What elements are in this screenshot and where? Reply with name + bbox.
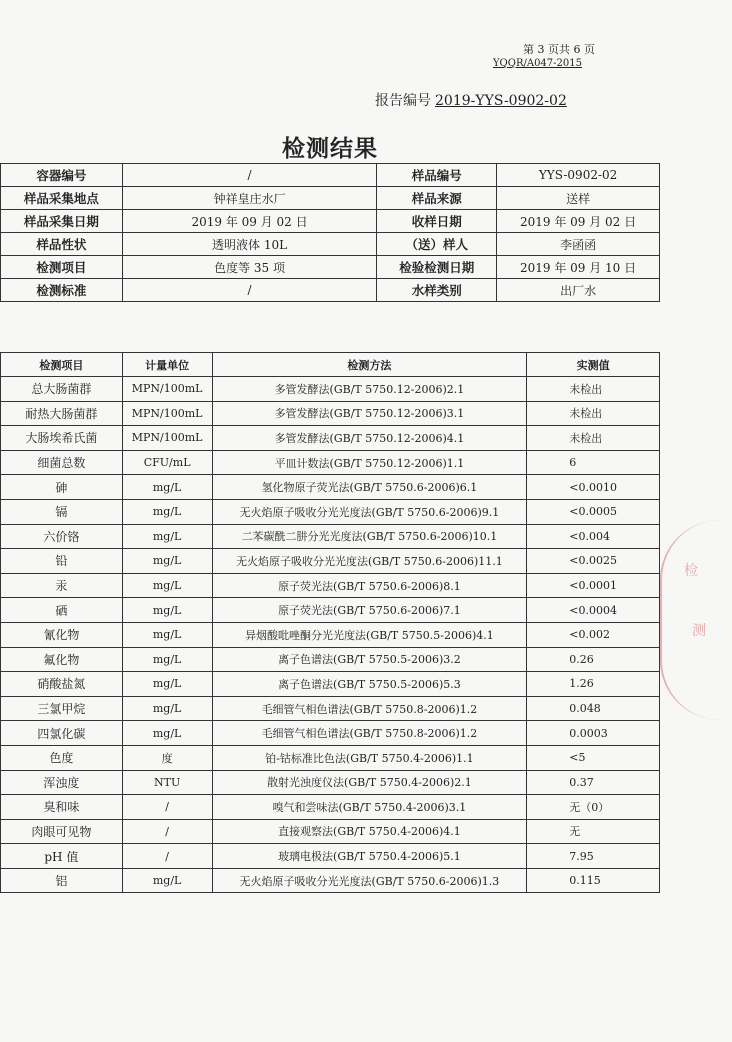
result-method: 无火焰原子吸收分光光度法(GB/T 5750.6-2006)11.1 [212, 549, 527, 574]
table-row [1, 499, 660, 524]
info-row [1, 233, 660, 256]
result-value: <0.004 [527, 524, 660, 549]
table-row [1, 549, 660, 574]
result-item: 铅 [1, 549, 123, 574]
result-value: 未检出 [527, 401, 660, 426]
result-unit: mg/L [122, 524, 212, 549]
sample-info-table [0, 163, 660, 302]
table-row [1, 672, 660, 697]
result-method: 铂-钴标准比色法(GB/T 5750.4-2006)1.1 [212, 745, 527, 770]
result-unit: mg/L [122, 549, 212, 574]
info-label: 检测标准 [1, 279, 123, 302]
info-value: YYS-0902-02 [497, 164, 660, 187]
result-value: 0.0003 [527, 721, 660, 746]
info-row [1, 187, 660, 210]
table-row [1, 426, 660, 451]
result-item: 汞 [1, 573, 123, 598]
result-method: 异烟酸吡唑酮分光光度法(GB/T 5750.5-2006)4.1 [212, 622, 527, 647]
info-value: 2019 年 09 月 10 日 [497, 256, 660, 279]
result-method: 玻璃电极法(GB/T 5750.4-2006)5.1 [212, 844, 527, 869]
table-row [1, 770, 660, 795]
info-row [1, 210, 660, 233]
result-method: 原子荧光法(GB/T 5750.6-2006)8.1 [212, 573, 527, 598]
result-item: 臭和味 [1, 795, 123, 820]
report-number-label: 报告编号 [375, 93, 431, 109]
table-row [1, 819, 660, 844]
info-row [1, 164, 660, 187]
result-method: 多管发酵法(GB/T 5750.12-2006)2.1 [212, 377, 527, 402]
info-label: 水样类别 [377, 279, 497, 302]
result-unit: CFU/mL [122, 450, 212, 475]
result-item: 铝 [1, 868, 123, 893]
page-title: 检测结果 [282, 135, 378, 162]
document-code: YQQR/A047-2015 [492, 58, 582, 69]
info-label: 样品采集日期 [1, 210, 123, 233]
result-value: <0.0004 [527, 598, 660, 623]
result-unit: mg/L [122, 499, 212, 524]
result-value: 0.26 [527, 647, 660, 672]
report-number-value: 2019-YYS-0902-02 [435, 93, 567, 109]
result-value: 1.26 [527, 672, 660, 697]
result-unit: mg/L [122, 647, 212, 672]
table-row [1, 721, 660, 746]
column-header: 计量单位 [122, 353, 212, 377]
table-row [1, 475, 660, 500]
result-value: 未检出 [527, 377, 660, 402]
result-unit: mg/L [122, 622, 212, 647]
result-method: 毛细管气相色谱法(GB/T 5750.8-2006)1.2 [212, 721, 527, 746]
result-item: 六价铬 [1, 524, 123, 549]
info-value: 出厂水 [497, 279, 660, 302]
official-stamp: 检 测 [660, 520, 732, 720]
result-item: 三氯甲烷 [1, 696, 123, 721]
result-item: 浑浊度 [1, 770, 123, 795]
info-value: 透明液体 10L [122, 233, 376, 256]
table-row [1, 450, 660, 475]
result-item: pH 值 [1, 844, 123, 869]
result-method: 原子荧光法(GB/T 5750.6-2006)7.1 [212, 598, 527, 623]
result-item: 硒 [1, 598, 123, 623]
column-header: 实测值 [527, 353, 660, 377]
result-value: <0.002 [527, 622, 660, 647]
info-row [1, 279, 660, 302]
result-unit: mg/L [122, 475, 212, 500]
info-value: / [122, 164, 376, 187]
result-value: 7.95 [527, 844, 660, 869]
result-unit: mg/L [122, 573, 212, 598]
result-value: 未检出 [527, 426, 660, 451]
result-method: 无火焰原子吸收分光光度法(GB/T 5750.6-2006)1.3 [212, 868, 527, 893]
result-method: 二苯碳酰二肼分光光度法(GB/T 5750.6-2006)10.1 [212, 524, 527, 549]
table-row [1, 622, 660, 647]
result-value: 无（0） [527, 795, 660, 820]
results-header-row [1, 353, 660, 377]
table-row [1, 598, 660, 623]
result-unit: 度 [122, 745, 212, 770]
info-value: 色度等 35 项 [122, 256, 376, 279]
info-value: 李函函 [497, 233, 660, 256]
result-value: 无 [527, 819, 660, 844]
info-label: 收样日期 [377, 210, 497, 233]
result-unit: / [122, 819, 212, 844]
result-value: <5 [527, 745, 660, 770]
result-unit: mg/L [122, 598, 212, 623]
result-unit: MPN/100mL [122, 401, 212, 426]
result-method: 多管发酵法(GB/T 5750.12-2006)3.1 [212, 401, 527, 426]
info-value: 送样 [497, 187, 660, 210]
result-value: 0.37 [527, 770, 660, 795]
result-unit: mg/L [122, 696, 212, 721]
result-unit: / [122, 795, 212, 820]
result-method: 离子色谱法(GB/T 5750.5-2006)3.2 [212, 647, 527, 672]
column-header: 检测方法 [212, 353, 527, 377]
result-item: 肉眼可见物 [1, 819, 123, 844]
result-method: 无火焰原子吸收分光光度法(GB/T 5750.6-2006)9.1 [212, 499, 527, 524]
result-unit: mg/L [122, 868, 212, 893]
info-value: 2019 年 09 月 02 日 [497, 210, 660, 233]
result-value: 0.115 [527, 868, 660, 893]
result-value: <0.0005 [527, 499, 660, 524]
report-number [375, 90, 567, 110]
info-label: 样品来源 [377, 187, 497, 210]
result-unit: mg/L [122, 721, 212, 746]
result-method: 散射光浊度仪法(GB/T 5750.4-2006)2.1 [212, 770, 527, 795]
info-label: 样品采集地点 [1, 187, 123, 210]
result-method: 离子色谱法(GB/T 5750.5-2006)5.3 [212, 672, 527, 697]
result-value: 0.048 [527, 696, 660, 721]
result-unit: mg/L [122, 672, 212, 697]
info-label: 样品编号 [377, 164, 497, 187]
result-item: 氟化物 [1, 647, 123, 672]
result-value: <0.0001 [527, 573, 660, 598]
result-item: 硝酸盐氮 [1, 672, 123, 697]
info-label: 检测项目 [1, 256, 123, 279]
info-row [1, 256, 660, 279]
result-unit: MPN/100mL [122, 426, 212, 451]
result-value: <0.0025 [527, 549, 660, 574]
info-label: （送）样人 [377, 233, 497, 256]
result-value: 6 [527, 450, 660, 475]
table-row [1, 401, 660, 426]
table-row [1, 844, 660, 869]
result-method: 毛细管气相色谱法(GB/T 5750.8-2006)1.2 [212, 696, 527, 721]
result-unit: MPN/100mL [122, 377, 212, 402]
info-label: 检验检测日期 [377, 256, 497, 279]
info-value: 钟祥皇庄水厂 [122, 187, 376, 210]
result-item: 氰化物 [1, 622, 123, 647]
result-item: 细菌总数 [1, 450, 123, 475]
info-value: / [122, 279, 376, 302]
table-row [1, 696, 660, 721]
table-row [1, 795, 660, 820]
info-label: 容器编号 [1, 164, 123, 187]
table-row [1, 524, 660, 549]
result-item: 四氯化碳 [1, 721, 123, 746]
column-header: 检测项目 [1, 353, 123, 377]
result-value: <0.0010 [527, 475, 660, 500]
result-method: 直接观察法(GB/T 5750.4-2006)4.1 [212, 819, 527, 844]
results-table [0, 352, 660, 893]
result-item: 耐热大肠菌群 [1, 401, 123, 426]
table-row [1, 377, 660, 402]
result-method: 多管发酵法(GB/T 5750.12-2006)4.1 [212, 426, 527, 451]
result-item: 镉 [1, 499, 123, 524]
result-method: 平皿计数法(GB/T 5750.12-2006)1.1 [212, 450, 527, 475]
result-method: 嗅气和尝味法(GB/T 5750.4-2006)3.1 [212, 795, 527, 820]
result-item: 色度 [1, 745, 123, 770]
info-label: 样品性状 [1, 233, 123, 256]
table-row [1, 573, 660, 598]
table-row [1, 868, 660, 893]
result-item: 总大肠菌群 [1, 377, 123, 402]
result-item: 大肠埃希氏菌 [1, 426, 123, 451]
result-method: 氢化物原子荧光法(GB/T 5750.6-2006)6.1 [212, 475, 527, 500]
result-item: 砷 [1, 475, 123, 500]
table-row [1, 647, 660, 672]
page-number: 第 3 页共 6 页 [523, 43, 595, 56]
info-value: 2019 年 09 月 02 日 [122, 210, 376, 233]
result-unit: NTU [122, 770, 212, 795]
table-row [1, 745, 660, 770]
result-unit: / [122, 844, 212, 869]
